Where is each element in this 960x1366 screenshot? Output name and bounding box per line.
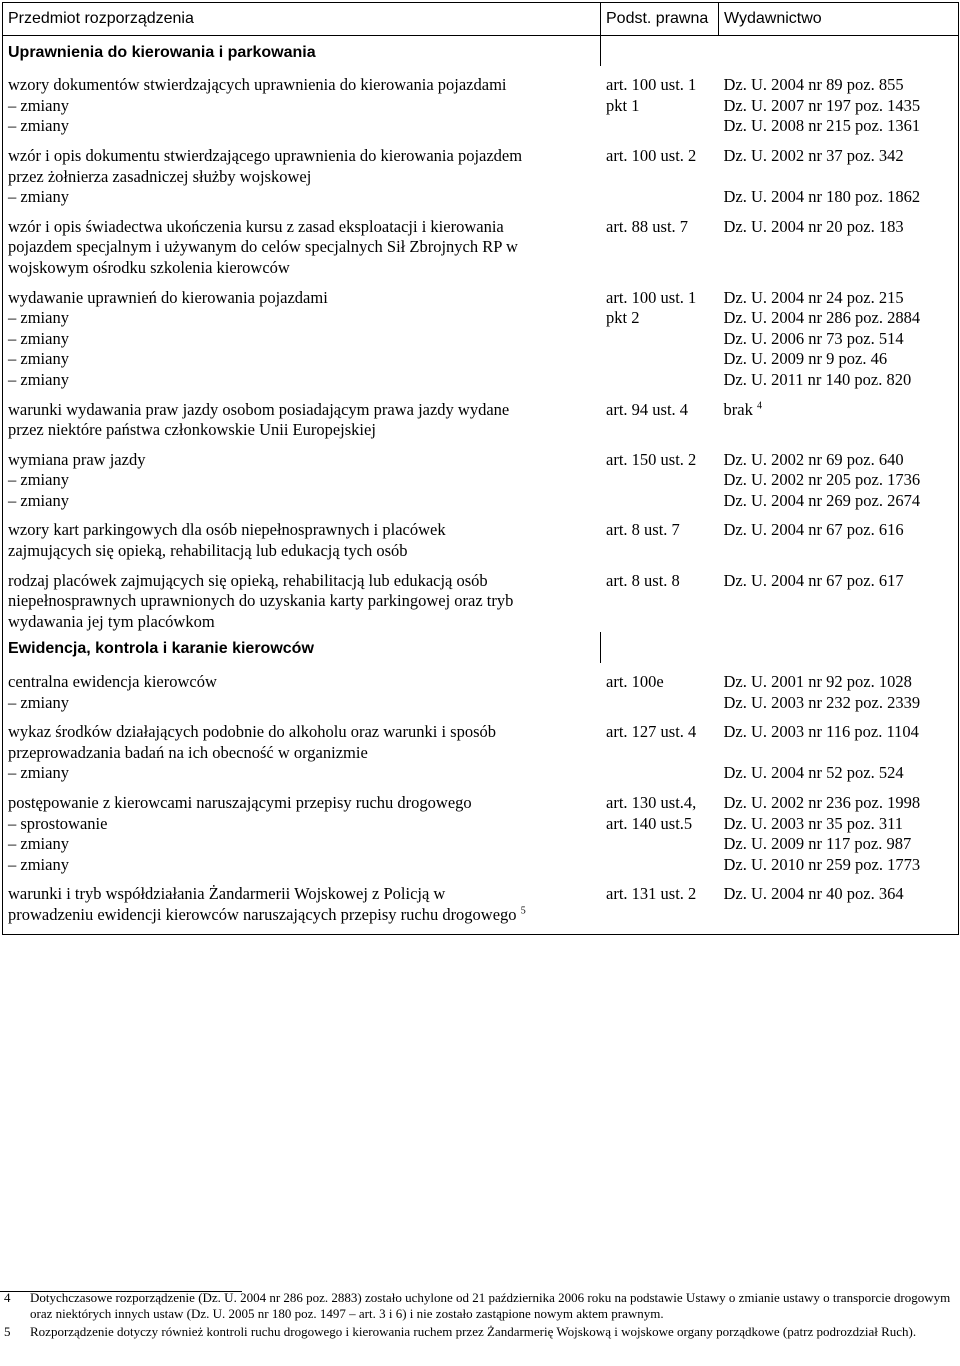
cell-line: Dz. U. 2004 nr 286 poz. 2884	[723, 308, 921, 328]
subject-cell	[3, 391, 601, 441]
cell-line: Dz. U. 2004 nr 40 poz. 364	[723, 884, 904, 904]
legal-basis-cell	[601, 511, 719, 561]
cell-line: wykaz środków działających podobnie do alkoholu oraz warunki i sposób	[8, 722, 496, 742]
cell-line: – zmiany	[8, 349, 69, 369]
legal-basis-cell	[601, 562, 719, 633]
table-row	[3, 875, 959, 934]
table-row	[3, 441, 959, 512]
table-row	[3, 66, 959, 137]
legal-basis-cell	[601, 713, 719, 784]
cell-line: art. 131 ust. 2	[606, 884, 697, 904]
cell-line: brak $^4$	[723, 399, 762, 419]
cell-line: centralna ewidencja kierowców	[8, 672, 217, 692]
cell-line: warunki wydawania praw jazdy osobom posiadającym prawa jazdy wydane	[8, 399, 510, 419]
cell-line: art. 150 ust. 2	[606, 449, 697, 469]
cell-line: Dz. U. 2003 nr 35 poz. 311	[723, 813, 903, 833]
cell-line: postępowanie z kierowcami naruszającymi przepisy ruchu drogowego	[8, 793, 472, 812]
cell-line: Dz. U. 2004 nr 24 poz. 215	[723, 287, 904, 307]
cell-line: art. 140 ust.5	[606, 813, 693, 833]
subject-cell	[3, 713, 601, 784]
cell-line: art. 127 ust. 4	[606, 722, 697, 742]
regulations-table	[2, 2, 959, 935]
cell-line: pkt 2	[606, 308, 640, 328]
subject-cell	[3, 562, 601, 633]
cell-line: art. 130 ust.4,	[606, 793, 697, 812]
cell-line: – sprostowanie	[8, 813, 108, 833]
footnote-ref: 4	[756, 400, 762, 411]
cell-line: Dz. U. 2004 nr 269 poz. 2674	[723, 490, 921, 510]
cell-line: art. 100e	[606, 672, 664, 692]
cell-line: Dz. U. 2003 nr 116 poz. 1104	[723, 722, 919, 742]
cell-line: prowadzeniu ewidencji kierowców naruszających przepisy ruchu drogowego $^5$	[8, 904, 526, 924]
footnote-text: Dotychczasowe rozporządzenie (Dz. U. 2004 nr 286 poz. 2883) zostało uchylone od 21 października 2006 roku na podstawie Ustawy o zmianie ustawy o transporcie drogowym oraz niektórych innych ustaw (Dz. U. 2005 nr 180 poz. 1497 – art. 3 i 6) i nie zostało zastąpione nowym aktem prawnym.	[30, 1290, 951, 1321]
empty-cell	[601, 35, 719, 66]
section-heading-row	[3, 35, 959, 66]
footnote	[0, 1290, 960, 1322]
publication-cell	[719, 511, 959, 561]
cell-line: wymiana praw jazdy	[8, 449, 146, 469]
table-row	[3, 208, 959, 279]
cell-line: art. 8 ust. 7	[606, 520, 680, 540]
publication-cell	[719, 663, 959, 713]
cell-line: Dz. U. 2001 nr 92 poz. 1028	[723, 672, 912, 692]
cell-line: rodzaj placówek zajmujących się opieką, rehabilitacją lub edukacją osób	[8, 570, 488, 590]
cell-line: art. 100 ust. 2	[606, 145, 697, 165]
cell-line: Dz. U. 2002 nr 236 poz. 1998	[723, 793, 921, 812]
publication-cell	[719, 562, 959, 633]
cell-line: art. 100 ust. 1	[606, 287, 697, 307]
cell-line: Dz. U. 2004 nr 89 poz. 855	[723, 75, 904, 95]
cell-line: – zmiany	[8, 470, 69, 490]
table-row	[3, 663, 959, 713]
cell-line: – zmiany	[8, 369, 69, 389]
footnote-number: 5	[4, 1324, 11, 1339]
cell-line: – zmiany	[8, 328, 69, 348]
cell-line: – zmiany	[8, 95, 69, 115]
subject-cell	[3, 663, 601, 713]
cell-line: Dz. U. 2002 nr 37 poz. 342	[723, 145, 904, 165]
subject-cell	[3, 137, 601, 208]
publication-cell	[719, 784, 959, 875]
section-heading-row	[3, 632, 959, 663]
cell-line: Dz. U. 2004 nr 180 poz. 1862	[723, 187, 921, 207]
footnote-text: Rozporządzenie dotyczy również kontroli ruchu drogowego i kierowania ruchem przez Żandarmerię Wojskową i wojskowe organy porządkowe (patrz podrozdział Ruch).	[30, 1324, 917, 1339]
table-header	[3, 3, 959, 36]
cell-line: wzory dokumentów stwierdzających uprawnienia do kierowania pojazdami	[8, 75, 507, 95]
cell-line: – zmiany	[8, 490, 69, 510]
cell-line: wzór i opis świadectwa ukończenia kursu z zasad eksploatacji i kierowania	[8, 216, 504, 236]
cell-line: Dz. U. 2004 nr 20 poz. 183	[723, 216, 904, 236]
empty-cell	[719, 632, 959, 663]
publication-cell	[719, 279, 959, 391]
table-row	[3, 562, 959, 633]
publication-cell	[719, 391, 959, 441]
subject-cell	[3, 511, 601, 561]
cell-line: Dz. U. 2004 nr 67 poz. 616	[723, 520, 904, 540]
legal-basis-cell	[601, 784, 719, 875]
table-row	[3, 713, 959, 784]
cell-line: przeprowadzania badań na ich obecność w organizmie	[8, 742, 368, 762]
cell-line: pkt 1	[606, 95, 640, 115]
legal-basis-cell	[601, 875, 719, 934]
cell-line: – zmiany	[8, 187, 69, 207]
subject-cell	[3, 279, 601, 391]
cell-line: art. 88 ust. 7	[606, 216, 689, 236]
cell-line: – zmiany	[8, 854, 69, 874]
header-legal-basis: Podst. prawna	[601, 3, 719, 36]
cell-line: Dz. U. 2006 nr 73 poz. 514	[723, 328, 904, 348]
cell-line: niepełnosprawnych uprawnionych do uzyskania karty parkingowej oraz tryb	[8, 591, 514, 611]
cell-line: – zmiany	[8, 834, 69, 854]
footnote	[0, 1324, 960, 1340]
cell-line: art. 94 ust. 4	[606, 399, 689, 419]
cell-line: art. 8 ust. 8	[606, 570, 680, 590]
publication-cell	[719, 208, 959, 279]
cell-line: Dz. U. 2002 nr 69 poz. 640	[723, 449, 904, 469]
legal-basis-cell	[601, 208, 719, 279]
cell-line: przez żołnierza zasadniczej służby wojskowej	[8, 166, 312, 186]
cell-line: – zmiany	[8, 308, 69, 328]
publication-cell	[719, 441, 959, 512]
table-row	[3, 511, 959, 561]
header-subject: Przedmiot rozporządzenia	[3, 3, 601, 36]
subject-cell	[3, 66, 601, 137]
cell-line: – zmiany	[8, 763, 69, 783]
cell-line: wydawanie uprawnień do kierowania pojazdami	[8, 287, 328, 307]
section-title: Ewidencja, kontrola i karanie kierowców	[3, 632, 601, 663]
cell-line: przez niektóre państwa członkowskie Unii Europejskiej	[8, 420, 376, 440]
subject-cell	[3, 784, 601, 875]
subject-cell	[3, 875, 601, 934]
legal-basis-cell	[601, 391, 719, 441]
cell-line: zajmujących się opieką, rehabilitacją lub edukacją tych osób	[8, 541, 408, 561]
cell-line: Dz. U. 2002 nr 205 poz. 1736	[723, 470, 921, 490]
cell-line: Dz. U. 2007 nr 197 poz. 1435	[723, 95, 921, 115]
footnote-number: 4	[4, 1290, 11, 1305]
table-row	[3, 391, 959, 441]
subject-cell	[3, 208, 601, 279]
cell-line: Dz. U. 2011 nr 140 poz. 820	[723, 369, 912, 389]
section-title: Uprawnienia do kierowania i parkowania	[3, 35, 601, 66]
cell-line: wojskowym ośrodku szkolenia kierowców	[8, 257, 290, 277]
blank-line	[724, 167, 954, 188]
legal-basis-cell	[601, 66, 719, 137]
cell-line: wzory kart parkingowych dla osób niepełnosprawnych i placówek	[8, 520, 446, 540]
legal-basis-cell	[601, 663, 719, 713]
cell-line: – zmiany	[8, 692, 69, 712]
cell-line: – zmiany	[8, 116, 69, 136]
table-row	[3, 137, 959, 208]
blank-line	[724, 743, 954, 764]
table-row	[3, 784, 959, 875]
cell-line: Dz. U. 2004 nr 67 poz. 617	[723, 570, 904, 590]
publication-cell	[719, 137, 959, 208]
cell-line: Dz. U. 2010 nr 259 poz. 1773	[723, 854, 921, 874]
legal-basis-cell	[601, 137, 719, 208]
regulations-document	[2, 2, 958, 935]
cell-line: art. 100 ust. 1	[606, 75, 697, 95]
cell-line: pojazdem specjalnym i używanym do celów specjalnych Sił Zbrojnych RP w	[8, 237, 518, 257]
cell-line: wydawania jej tym placówkom	[8, 611, 215, 631]
cell-line: wzór i opis dokumentu stwierdzającego uprawnienia do kierowania pojazdem	[8, 145, 523, 165]
empty-cell	[719, 35, 959, 66]
cell-line: Dz. U. 2003 nr 232 poz. 2339	[723, 692, 921, 712]
publication-cell	[719, 66, 959, 137]
empty-cell	[601, 632, 719, 663]
cell-line: Dz. U. 2009 nr 9 poz. 46	[723, 349, 888, 369]
publication-cell	[719, 713, 959, 784]
legal-basis-cell	[601, 279, 719, 391]
cell-line: Dz. U. 2009 nr 117 poz. 987	[723, 834, 912, 854]
subject-cell	[3, 441, 601, 512]
table-row	[3, 279, 959, 391]
cell-line: Dz. U. 2008 nr 215 poz. 1361	[723, 116, 921, 136]
cell-line: warunki i tryb współdziałania Żandarmerii Wojskowej z Policją w	[8, 884, 446, 904]
header-publication: Wydawnictwo	[719, 3, 959, 36]
cell-line: Dz. U. 2004 nr 52 poz. 524	[723, 763, 904, 783]
legal-basis-cell	[601, 441, 719, 512]
footnotes	[0, 1290, 960, 1342]
footnote-ref: 5	[520, 905, 526, 917]
publication-cell	[719, 875, 959, 934]
